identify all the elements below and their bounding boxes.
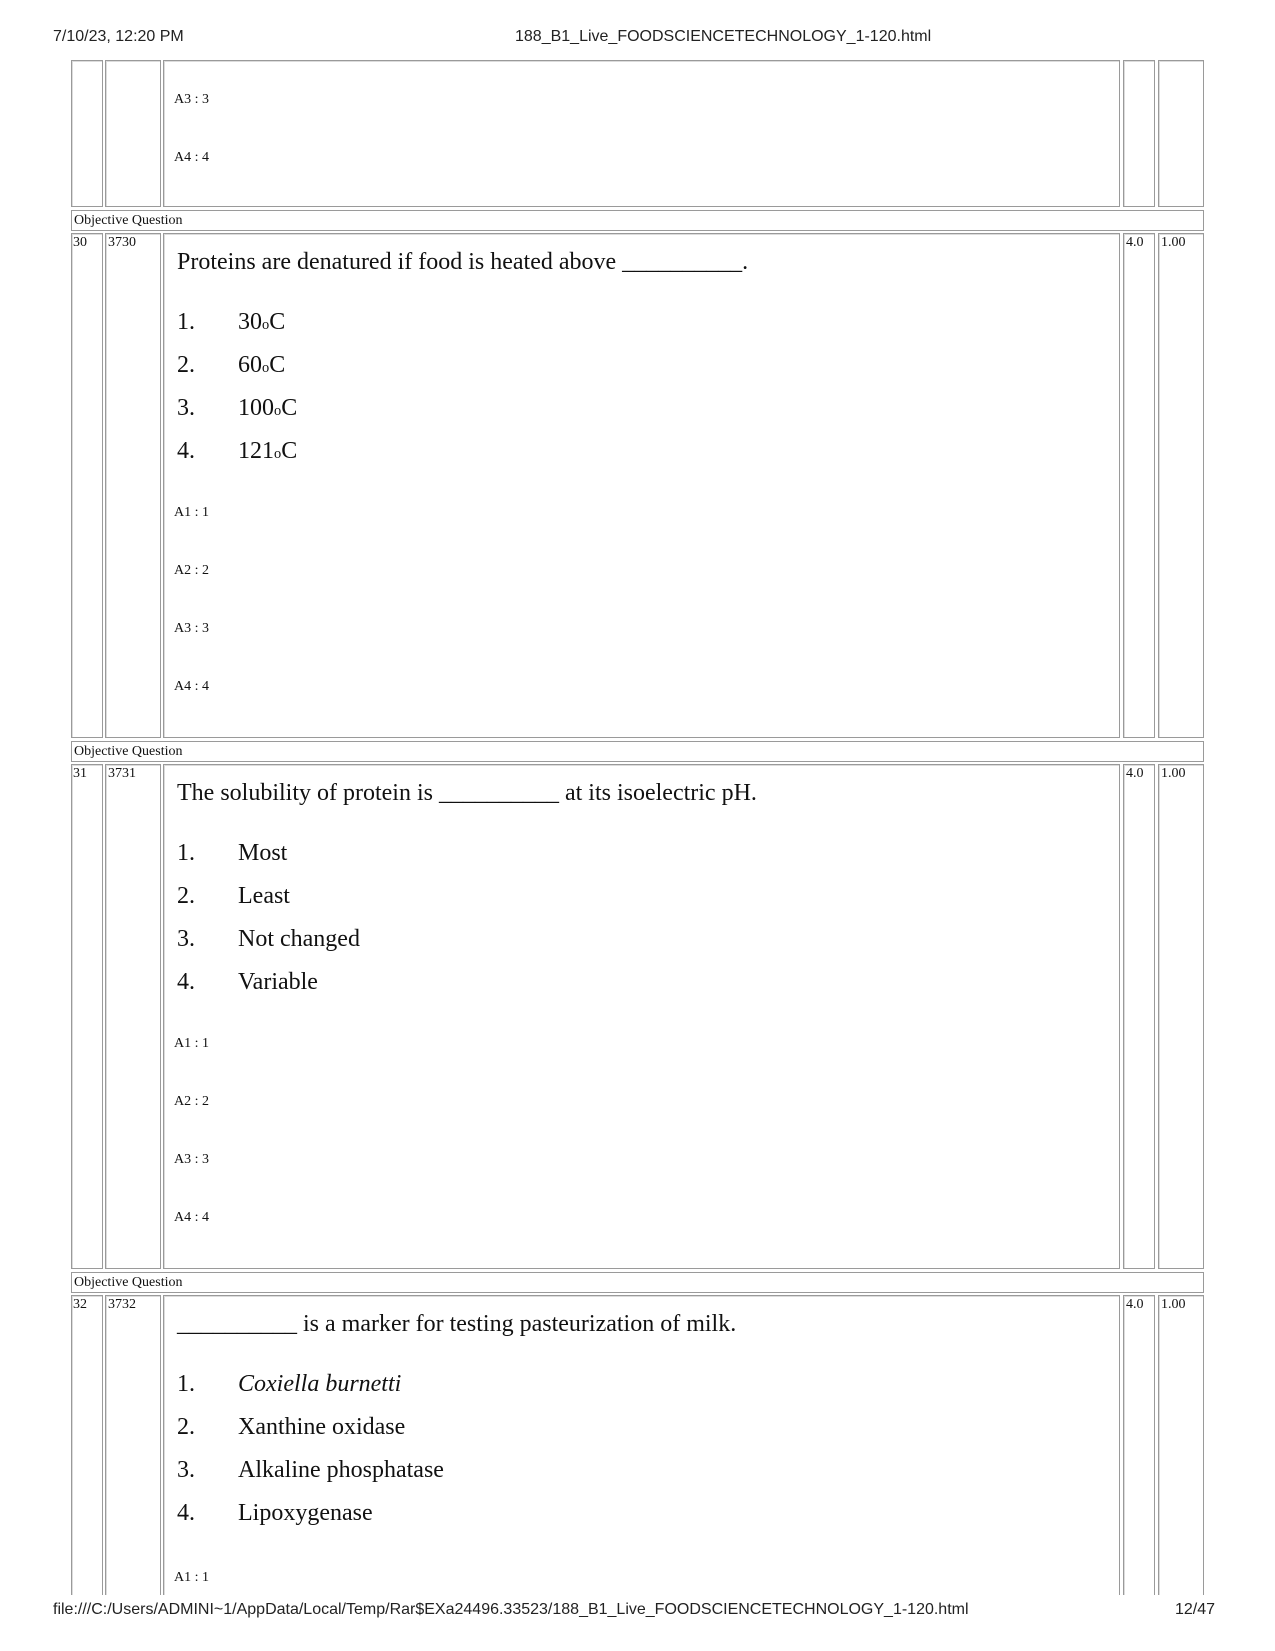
option-text: 60$^o$C: [238, 352, 286, 378]
section-label: Objective Question: [71, 1272, 1204, 1293]
question-serial: 30: [73, 235, 87, 250]
answer-line: A4 : 4: [174, 150, 209, 165]
print-file-path: file:///C:/Users/ADMINI~1/AppData/Local/Temp/Rar$EXa24496.33523/188_B1_Live_FOODSCIENCETECHNOLOGY_1-120.html: [53, 1601, 969, 1618]
option-number: 4.: [177, 969, 195, 995]
option-text: Lipoxygenase: [238, 1500, 373, 1526]
question-text: The solubility of protein is __________ at its isoelectric pH.: [177, 780, 757, 806]
sn-cell: [71, 1295, 103, 1595]
negative-marks-value: 1.00: [1161, 1297, 1186, 1312]
question-serial: 31: [73, 766, 87, 781]
option-number: 2.: [177, 352, 195, 378]
sn-cell: [71, 764, 103, 1269]
question-cell: [163, 60, 1120, 207]
print-title: 188_B1_Live_FOODSCIENCETECHNOLOGY_1-120.html: [515, 28, 932, 45]
marks-cell: [1123, 1295, 1155, 1595]
page-number: 12/47: [1175, 1601, 1216, 1618]
answer-line: A3 : 3: [174, 92, 209, 107]
section-label: Objective Question: [71, 741, 1204, 762]
question-text: __________ is a marker for testing pasteurization of milk.: [177, 1311, 737, 1337]
marks-cell: [1123, 60, 1155, 207]
option-number: 4.: [177, 1500, 195, 1526]
question-serial: 32: [73, 1297, 87, 1312]
option-number: 1.: [177, 1371, 195, 1397]
option-text: Not changed: [238, 926, 360, 952]
option-text: 121$^o$C: [238, 438, 298, 464]
answer-line: A4 : 4: [174, 679, 209, 694]
marks-cell: [1123, 764, 1155, 1269]
negative-cell: [1158, 233, 1204, 738]
negative-cell: [1158, 764, 1204, 1269]
answer-line: A3 : 3: [174, 1152, 209, 1167]
answer-line: A1 : 1: [174, 1036, 209, 1051]
marks-value: 4.0: [1126, 766, 1144, 781]
option-text: Least: [238, 883, 290, 909]
option-text: 100$^o$C: [238, 395, 298, 421]
answer-line: A2 : 2: [174, 563, 209, 578]
section-label: Objective Question: [71, 210, 1204, 231]
question-cell: [163, 1295, 1120, 1595]
option-number: 2.: [177, 1414, 195, 1440]
question-text: Proteins are denatured if food is heated above __________.: [177, 249, 749, 275]
answer-line: A2 : 2: [174, 1094, 209, 1109]
option-text: Alkaline phosphatase: [238, 1457, 444, 1483]
id-cell: [105, 1295, 161, 1595]
sn-cell: [71, 60, 103, 207]
option-text: Xanthine oxidase: [238, 1414, 406, 1440]
question-id: 3732: [108, 1297, 136, 1312]
negative-marks-value: 1.00: [1161, 235, 1186, 250]
question-id: 3731: [108, 766, 136, 781]
option-number: 1.: [177, 309, 195, 335]
negative-marks-value: 1.00: [1161, 766, 1186, 781]
answer-line: A1 : 1: [174, 1570, 209, 1585]
negative-cell: [1158, 60, 1204, 207]
option-number: 1.: [177, 840, 195, 866]
option-text: Variable: [238, 969, 318, 995]
answer-line: A3 : 3: [174, 621, 209, 636]
marks-cell: [1123, 233, 1155, 738]
option-number: 2.: [177, 883, 195, 909]
question-cell: [163, 764, 1120, 1269]
id-cell: [105, 233, 161, 738]
id-cell: [105, 60, 161, 207]
marks-value: 4.0: [1126, 1297, 1144, 1312]
option-number: 3.: [177, 1457, 195, 1483]
print-datetime: 7/10/23, 12:20 PM: [53, 28, 184, 45]
option-text: 30$^o$C: [238, 309, 286, 335]
option-number: 3.: [177, 395, 195, 421]
question-cell: [163, 233, 1120, 738]
option-text: Coxiella burnetti: [238, 1371, 402, 1397]
option-number: 3.: [177, 926, 195, 952]
id-cell: [105, 764, 161, 1269]
marks-value: 4.0: [1126, 235, 1144, 250]
negative-cell: [1158, 1295, 1204, 1595]
sn-cell: [71, 233, 103, 738]
answer-line: A1 : 1: [174, 505, 209, 520]
answer-line: A4 : 4: [174, 1210, 209, 1225]
option-number: 4.: [177, 438, 195, 464]
question-id: 3730: [108, 235, 136, 250]
option-text: Most: [238, 840, 288, 866]
